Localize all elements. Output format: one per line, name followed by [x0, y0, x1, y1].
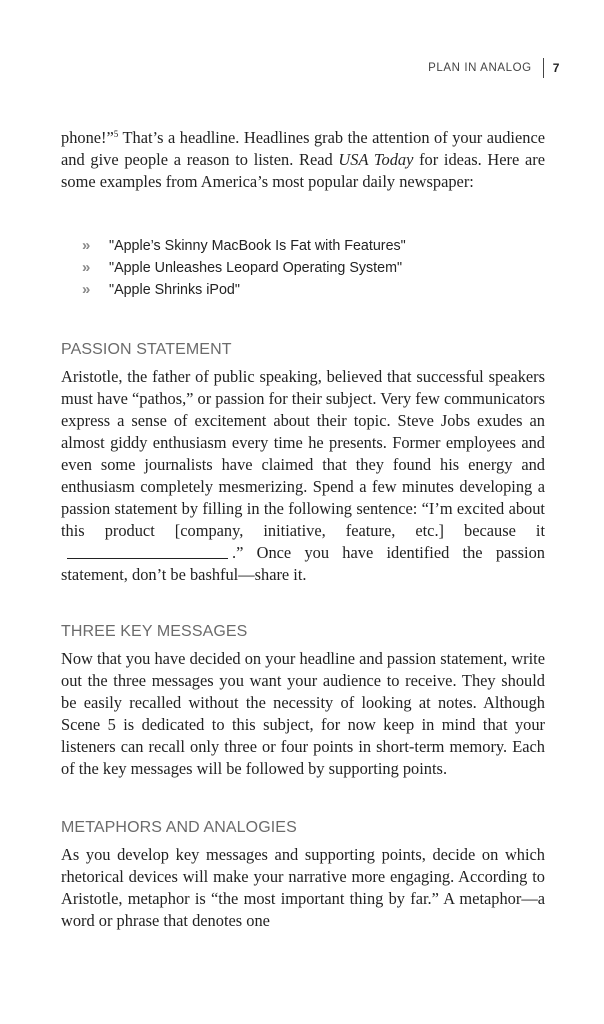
paragraph-passion-a: Aristotle, the father of public speaking, believed that successful speakers must have “pathos,” or passion for their subject. Very few communicators express a sense of excitement about their topic. Steve Jobs exudes an almost giddy enthusiasm every time he presents. Former employees and even some journalists have claimed that they found his energy and enthusiasm completely mesmerizing. Spend a few minutes developing a passion statement by filling in the following sentence: “I’m excited about this product [company, initiative, feature, etc.] because it: [61, 367, 546, 540]
list-item: [82, 257, 406, 279]
list-item: [82, 279, 406, 301]
list-item-text: "Apple Shrinks iPod": [109, 282, 240, 298]
paragraph-metaphors: As you develop key messages and supporting points, decide on which rhetorical devices will make your narrative more engaging. According to Aristotle, metaphor is “the most important thing by far.” A metaphor—a word or phrase that denotes one: [61, 845, 545, 930]
running-head-divider: [543, 58, 544, 78]
running-head-title: PLAN IN ANALOG: [428, 62, 532, 74]
footnote-marker: 5: [113, 129, 119, 139]
heading-passion-statement: PASSION STATEMENT: [61, 341, 232, 358]
headline-examples-list: [82, 235, 406, 301]
chevron-bullet-icon: »: [82, 237, 91, 254]
page-number: 7: [552, 61, 560, 75]
paragraph-headline-b: That’s a headline. Headlines grab the attention of your audience and give people a reason to listen. Read: [61, 128, 545, 169]
running-head: [428, 58, 560, 78]
paragraph-headline-a: phone!”: [61, 128, 114, 147]
heading-three-key-messages: THREE KEY MESSAGES: [61, 623, 248, 640]
paragraph-headline-c: for ideas. Here are some examples from America’s most popular daily newspaper:: [61, 150, 545, 191]
usa-today-title: USA Today: [338, 150, 414, 169]
chevron-bullet-icon: »: [82, 259, 91, 276]
paragraph-headline: [61, 127, 545, 193]
chevron-bullet-icon: »: [82, 281, 91, 298]
fill-in-blank: [67, 544, 228, 559]
paragraph-passion: [61, 366, 545, 586]
list-item-text: "Apple’s Skinny MacBook Is Fat with Features": [109, 238, 406, 254]
list-item-text: "Apple Unleashes Leopard Operating System": [109, 260, 403, 276]
paragraph-passion-b: .” Once you have identified the passion statement, don’t be bashful—share it.: [61, 543, 545, 584]
paragraph-three-key-messages: Now that you have decided on your headline and passion statement, write out the three messages you want your audience to receive. They should be easily recalled without the necessity of looking at notes. Although Scene 5 is dedicated to this subject, for now keep in mind that your listeners can recall only three or four points in short-term memory. Each of the key messages will be followed by supporting points.: [61, 649, 545, 778]
list-item: [82, 235, 406, 257]
heading-metaphors-analogies: METAPHORS AND ANALOGIES: [61, 819, 297, 836]
